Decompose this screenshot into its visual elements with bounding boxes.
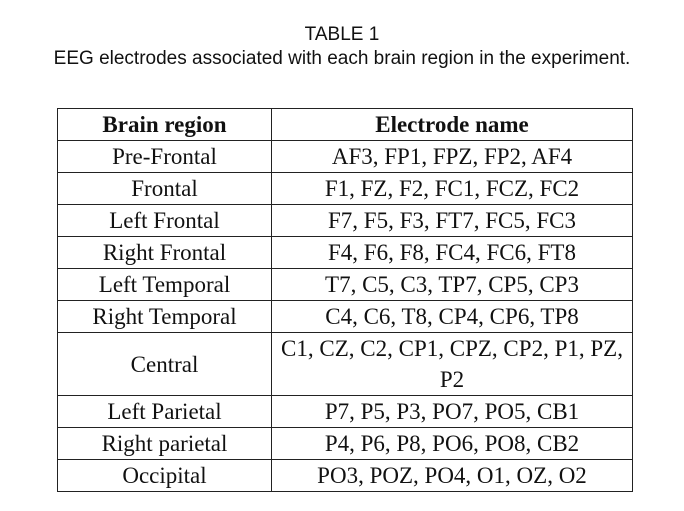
region-cell: Pre-Frontal [58,141,272,173]
electrodes-cell: C4, C6, T8, CP4, CP6, TP8 [272,301,633,333]
table-row [58,141,633,173]
region-cell: Right Temporal [58,301,272,333]
table-caption: EEG electrodes associated with each brain region in the experiment. [53,48,631,69]
table-row [58,460,633,492]
table-row [58,205,633,237]
table-row [58,173,633,205]
table-row [58,396,633,428]
table-row [58,301,633,333]
region-cell: Left Frontal [58,205,272,237]
electrodes-cell: P4, P6, P8, PO6, PO8, CB2 [272,428,633,460]
region-cell: Right Frontal [58,237,272,269]
table-row [58,428,633,460]
region-cell: Left Parietal [58,396,272,428]
region-cell: Left Temporal [58,269,272,301]
electrodes-cell: F4, F6, F8, FC4, FC6, FT8 [272,237,633,269]
region-cell: Central [58,333,272,396]
region-cell: Right parietal [58,428,272,460]
region-cell: Occipital [58,460,272,492]
column-header-electrode-name: Electrode name [272,109,633,141]
table-row [58,269,633,301]
electrode-table [57,108,633,492]
electrodes-cell: PO3, POZ, PO4, O1, OZ, O2 [272,460,633,492]
column-header-brain-region: Brain region [58,109,272,141]
electrodes-cell: F7, F5, F3, FT7, FC5, FC3 [272,205,633,237]
electrodes-cell: T7, C5, C3, TP7, CP5, CP3 [272,269,633,301]
table-row [58,237,633,269]
electrodes-cell: P7, P5, P3, PO7, PO5, CB1 [272,396,633,428]
region-cell: Frontal [58,173,272,205]
header-row [58,109,633,141]
table-label: TABLE 1 [304,24,380,45]
electrodes-cell: F1, FZ, F2, FC1, FCZ, FC2 [272,173,633,205]
electrodes-cell: C1, CZ, C2, CP1, CPZ, CP2, P1, PZ, P2 [272,333,633,396]
electrodes-cell: AF3, FP1, FPZ, FP2, AF4 [272,141,633,173]
table-row [58,333,633,396]
